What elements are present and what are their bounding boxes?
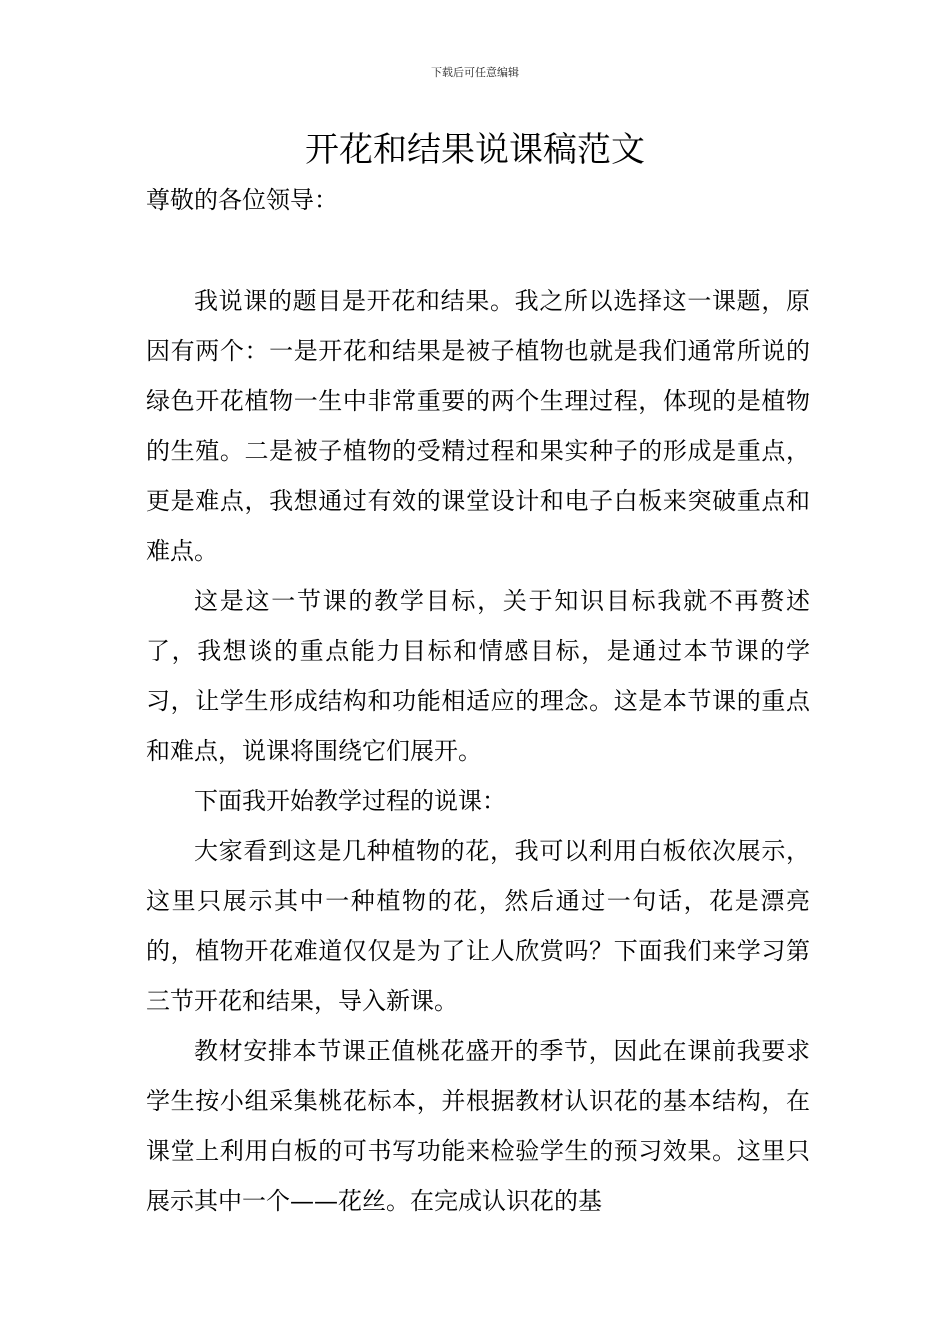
paragraph-2: 这是这一节课的教学目标，关于知识目标我就不再赘述了，我想谈的重点能力目标和情感目标，是通过本节课的学习，让学生形成结构和功能相适应的理念。这是本节课的重点和难点，说课将围绕它们展开。 [146,587,810,765]
paragraph-3: 下面我开始教学过程的说课： [194,787,506,815]
document-body [146,276,810,1226]
page-header-note: 下载后可任意编辑 [431,66,519,79]
paragraph-4: 大家看到这是几种植物的花，我可以利用白板依次展示，这里只展示其中一种植物的花，然后通过一句话，花是漂亮的，植物开花难道仅仅是为了让人欣赏吗？下面我们来学习第三节开花和结果，导入新课。 [146,837,810,1015]
paragraph-1: 我说课的题目是开花和结果。我之所以选择这一课题，原因有两个：一是开花和结果是被子植物也就是我们通常所说的绿色开花植物一生中非常重要的两个生理过程，体现的是植物的生殖。二是被子植物的受精过程和果实种子的形成是重点，更是难点，我想通过有效的课堂设计和电子白板来突破重点和难点。 [146,287,810,565]
paragraph-5: 教材安排本节课正值桃花盛开的季节，因此在课前我要求学生按小组采集桃花标本，并根据教材认识花的基本结构，在课堂上利用白板的可书写功能来检验学生的预习效果。这里只展示其中一个——花丝。在完成认识花的基 [146,1037,810,1215]
salutation: 尊敬的各位领导： [146,186,338,214]
document-title: 开花和结果说课稿范文 [305,130,645,170]
